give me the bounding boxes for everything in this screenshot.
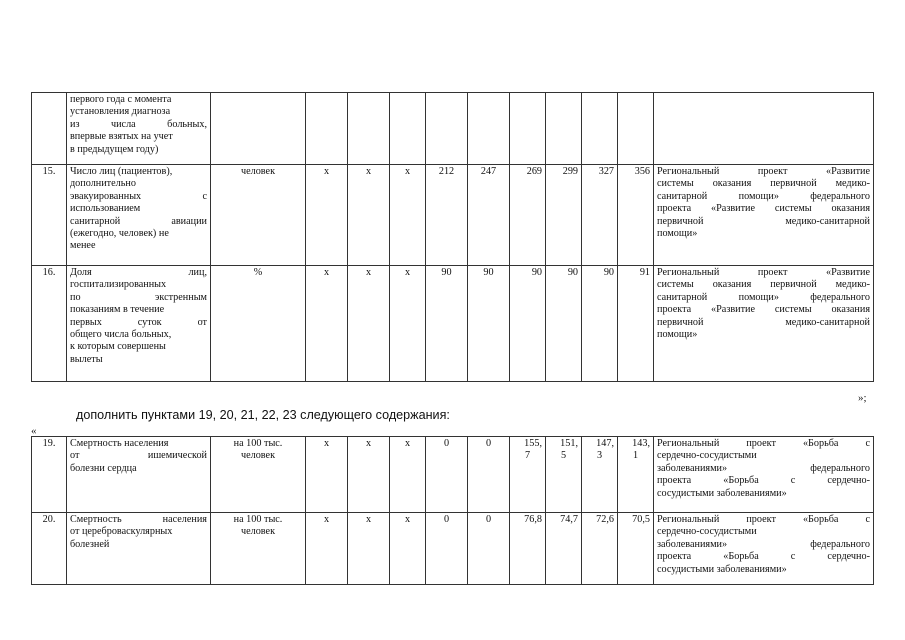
indicator-name: Число лиц (пациентов), дополнительно эвакуированных с использованием санитарной авиации (ежегодно, человек) не менее [67,165,211,266]
project-cell: Региональный проект «Развитие системы оказания первичной медико- санитарной помощи» федерального проекта «Развитие системы оказания первичной медико-санитарной помощи» [654,165,874,266]
value-cell: 0 [468,513,510,585]
value-cell: 327 [582,165,618,266]
row-number: 16. [32,266,67,382]
project-cell: Региональный проект «Борьба с сердечно-сосудистыми заболеваниями» федерального проекта «Борьба с сердечно- сосудистыми заболеваниями» [654,513,874,585]
unit-cell: % [211,266,306,382]
value-cell: 91 [618,266,654,382]
table-row [32,437,874,513]
value-cell [618,93,654,165]
value-cell [582,93,618,165]
value-cell [468,93,510,165]
value-cell: 70,5 [618,513,654,585]
value-cell: х [348,266,390,382]
value-cell: х [390,266,426,382]
value-cell [510,93,546,165]
value-cell: х [390,437,426,513]
value-cell: 90 [546,266,582,382]
value-cell [390,93,426,165]
indicator-name: Смертность населения от цереброваскулярных болезней [67,513,211,585]
value-cell: х [306,165,348,266]
value-cell [546,93,582,165]
value-cell: х [348,165,390,266]
row-number [32,93,67,165]
value-cell: 74,7 [546,513,582,585]
table-row [32,93,874,165]
value-cell: 0 [426,513,468,585]
indicators-table-bottom [31,436,874,585]
unit-cell [211,93,306,165]
value-cell: х [390,513,426,585]
indicator-name: Доля лиц, госпитализированных по экстренным показаниям в течение первых суток от общего числа больных, к которым совершены вылеты [67,266,211,382]
amendment-instruction: дополнить пунктами 19, 20, 21, 22, 23 следующего содержания: [76,408,450,422]
indicator-name: Смертность населения от ишемической болезни сердца [67,437,211,513]
value-cell: 90 [426,266,468,382]
value-cell: х [306,437,348,513]
value-cell: 299 [546,165,582,266]
table-row [32,513,874,585]
value-cell: 247 [468,165,510,266]
row-number: 19. [32,437,67,513]
project-cell [654,93,874,165]
unit-cell: человек [211,165,306,266]
value-cell: 90 [582,266,618,382]
value-cell: 147, 3 [582,437,618,513]
value-cell: 76,8 [510,513,546,585]
value-cell: 212 [426,165,468,266]
value-cell: х [348,513,390,585]
indicator-name: первого года с момента установления диагноза из числа больных, впервые взятых на учет в предыдущем году) [67,93,211,165]
row-number: 20. [32,513,67,585]
unit-cell: на 100 тыс. человек [211,513,306,585]
opening-quote-mark: « [31,425,37,437]
table-row [32,165,874,266]
indicators-table-top [31,92,874,382]
value-cell: х [348,437,390,513]
value-cell: 90 [468,266,510,382]
closing-quote-mark: »; [858,392,867,404]
unit-cell: на 100 тыс. человек [211,437,306,513]
value-cell: 0 [426,437,468,513]
value-cell: х [306,266,348,382]
value-cell: 155, 7 [510,437,546,513]
value-cell: 72,6 [582,513,618,585]
value-cell: 356 [618,165,654,266]
value-cell [348,93,390,165]
value-cell: х [390,165,426,266]
project-cell: Региональный проект «Борьба с сердечно-сосудистыми заболеваниями» федерального проекта «Борьба с сердечно- сосудистыми заболеваниями» [654,437,874,513]
project-cell: Региональный проект «Развитие системы оказания первичной медико- санитарной помощи» федерального проекта «Развитие системы оказания первичной медико-санитарной помощи» [654,266,874,382]
value-cell: 143, 1 [618,437,654,513]
table-row [32,266,874,382]
value-cell: х [306,513,348,585]
value-cell [306,93,348,165]
value-cell: 151, 5 [546,437,582,513]
value-cell: 90 [510,266,546,382]
value-cell: 0 [468,437,510,513]
value-cell [426,93,468,165]
value-cell: 269 [510,165,546,266]
row-number: 15. [32,165,67,266]
